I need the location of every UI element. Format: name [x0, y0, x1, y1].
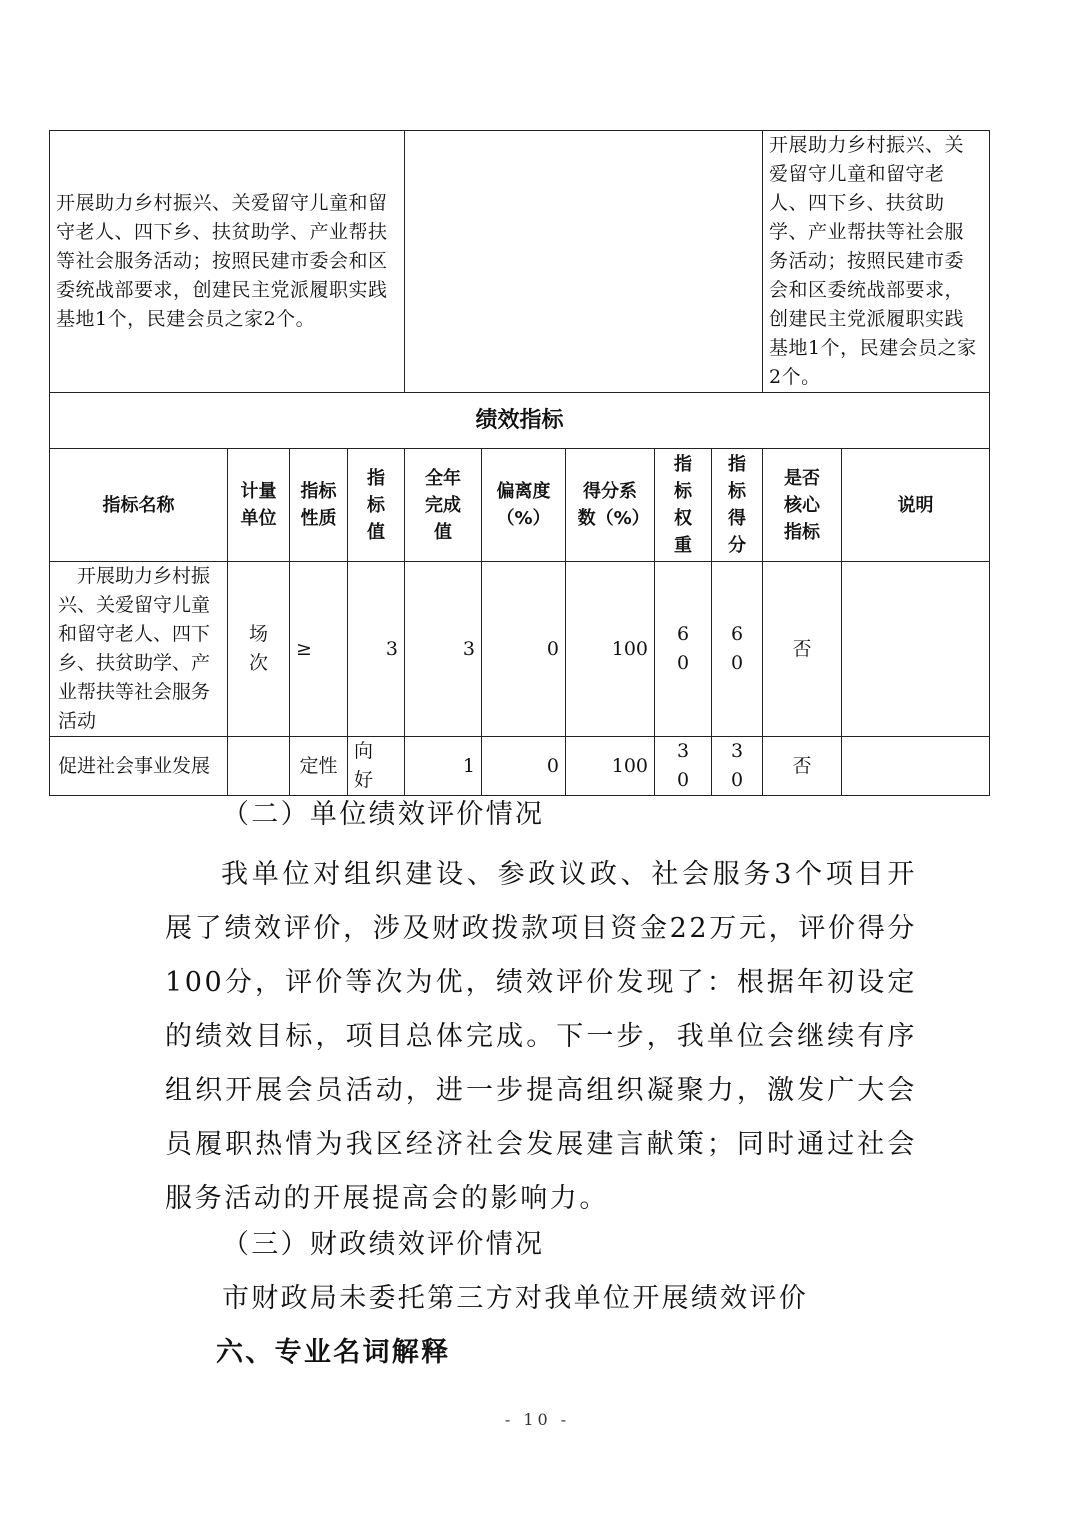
section6-heading: 六、专业名词解释: [216, 1337, 451, 1368]
row2-nature: 定性: [290, 737, 348, 796]
row1-weight: 60: [655, 562, 712, 737]
section3-title: （三）财政绩效评价情况: [222, 1229, 545, 1260]
header-row: [50, 449, 990, 562]
header-weight: 指标权重: [655, 449, 712, 562]
goal-cell-middle: [405, 131, 763, 393]
row1-nature: ≥: [290, 562, 348, 737]
table-row: [50, 737, 990, 796]
page-number: - 10 -: [504, 1410, 571, 1429]
row1-note: [842, 562, 990, 737]
header-nature: 指标性质: [290, 449, 348, 562]
header-name: 指标名称: [50, 449, 228, 562]
section2-title: （二）单位绩效评价情况: [222, 799, 545, 830]
header-note: 说明: [842, 449, 990, 562]
performance-table: [49, 130, 990, 796]
row1-score-coef: 100: [566, 562, 655, 737]
header-core: 是否核心指标: [763, 449, 842, 562]
row1-target: 3: [348, 562, 405, 737]
section2-body: 我单位对组织建设、参政议政、社会服务3个项目开展了绩效评价，涉及财政拨款项目资金22万元，评价得分100分，评价等次为优，绩效评价发现了：根据年初设定的绩效目标，项目总体完成。下一步，我单位会继续有序组织开展会员活动，进一步提高组织凝聚力，激发广大会员履职热情为我区经济社会发展建言献策；同时通过社会服务活动的开展提高会的影响力。: [165, 859, 917, 1214]
row1-unit: 场次: [228, 562, 290, 737]
header-target: 指标值: [348, 449, 405, 562]
header-deviation: 偏离度（%）: [482, 449, 566, 562]
row2-unit: [228, 737, 290, 796]
row2-score: 30: [712, 737, 763, 796]
header-unit: 计量单位: [228, 449, 290, 562]
row1-core: 否: [763, 562, 842, 737]
row1-score: 60: [712, 562, 763, 737]
section3-body: 市财政局未委托第三方对我单位开展绩效评价: [222, 1283, 808, 1314]
row1-actual: 3: [405, 562, 482, 737]
row1-name: 开展助力乡村振兴、关爱留守儿童和留守老人、四下乡、扶贫助学、产业帮扶等社会服务活动: [50, 562, 228, 737]
goal-cell-right: [763, 131, 990, 393]
section-title: 绩效指标: [50, 393, 990, 449]
goal-row: [50, 131, 990, 393]
header-actual: 全年完成值: [405, 449, 482, 562]
row2-target: 向好: [348, 737, 405, 796]
row2-actual: 1: [405, 737, 482, 796]
header-score-coef: 得分系数（%）: [566, 449, 655, 562]
row1-deviation: 0: [482, 562, 566, 737]
row2-name: 促进社会事业发展: [50, 737, 228, 796]
goal-cell-left: [50, 131, 405, 393]
table-row: [50, 562, 990, 737]
header-score: 指标得分: [712, 449, 763, 562]
goal-text-right: 开展助力乡村振兴、关爱留守儿童和留守老人、四下乡、扶贫助学、产业帮扶等社会服务活动；按照民建市委会和区委统战部要求，创建民主党派履职实践基地1个，民建会员之家2个。: [769, 134, 977, 388]
row2-score-coef: 100: [566, 737, 655, 796]
row2-weight: 30: [655, 737, 712, 796]
row2-core: 否: [763, 737, 842, 796]
row2-note: [842, 737, 990, 796]
goal-text-left: 开展助力乡村振兴、关爱留守儿童和留守老人、四下乡、扶贫助学、产业帮扶等社会服务活动；按照民建市委会和区委统战部要求，创建民主党派履职实践基地1个，民建会员之家2个。: [56, 192, 388, 330]
row2-deviation: 0: [482, 737, 566, 796]
section-title-row: [50, 393, 990, 449]
